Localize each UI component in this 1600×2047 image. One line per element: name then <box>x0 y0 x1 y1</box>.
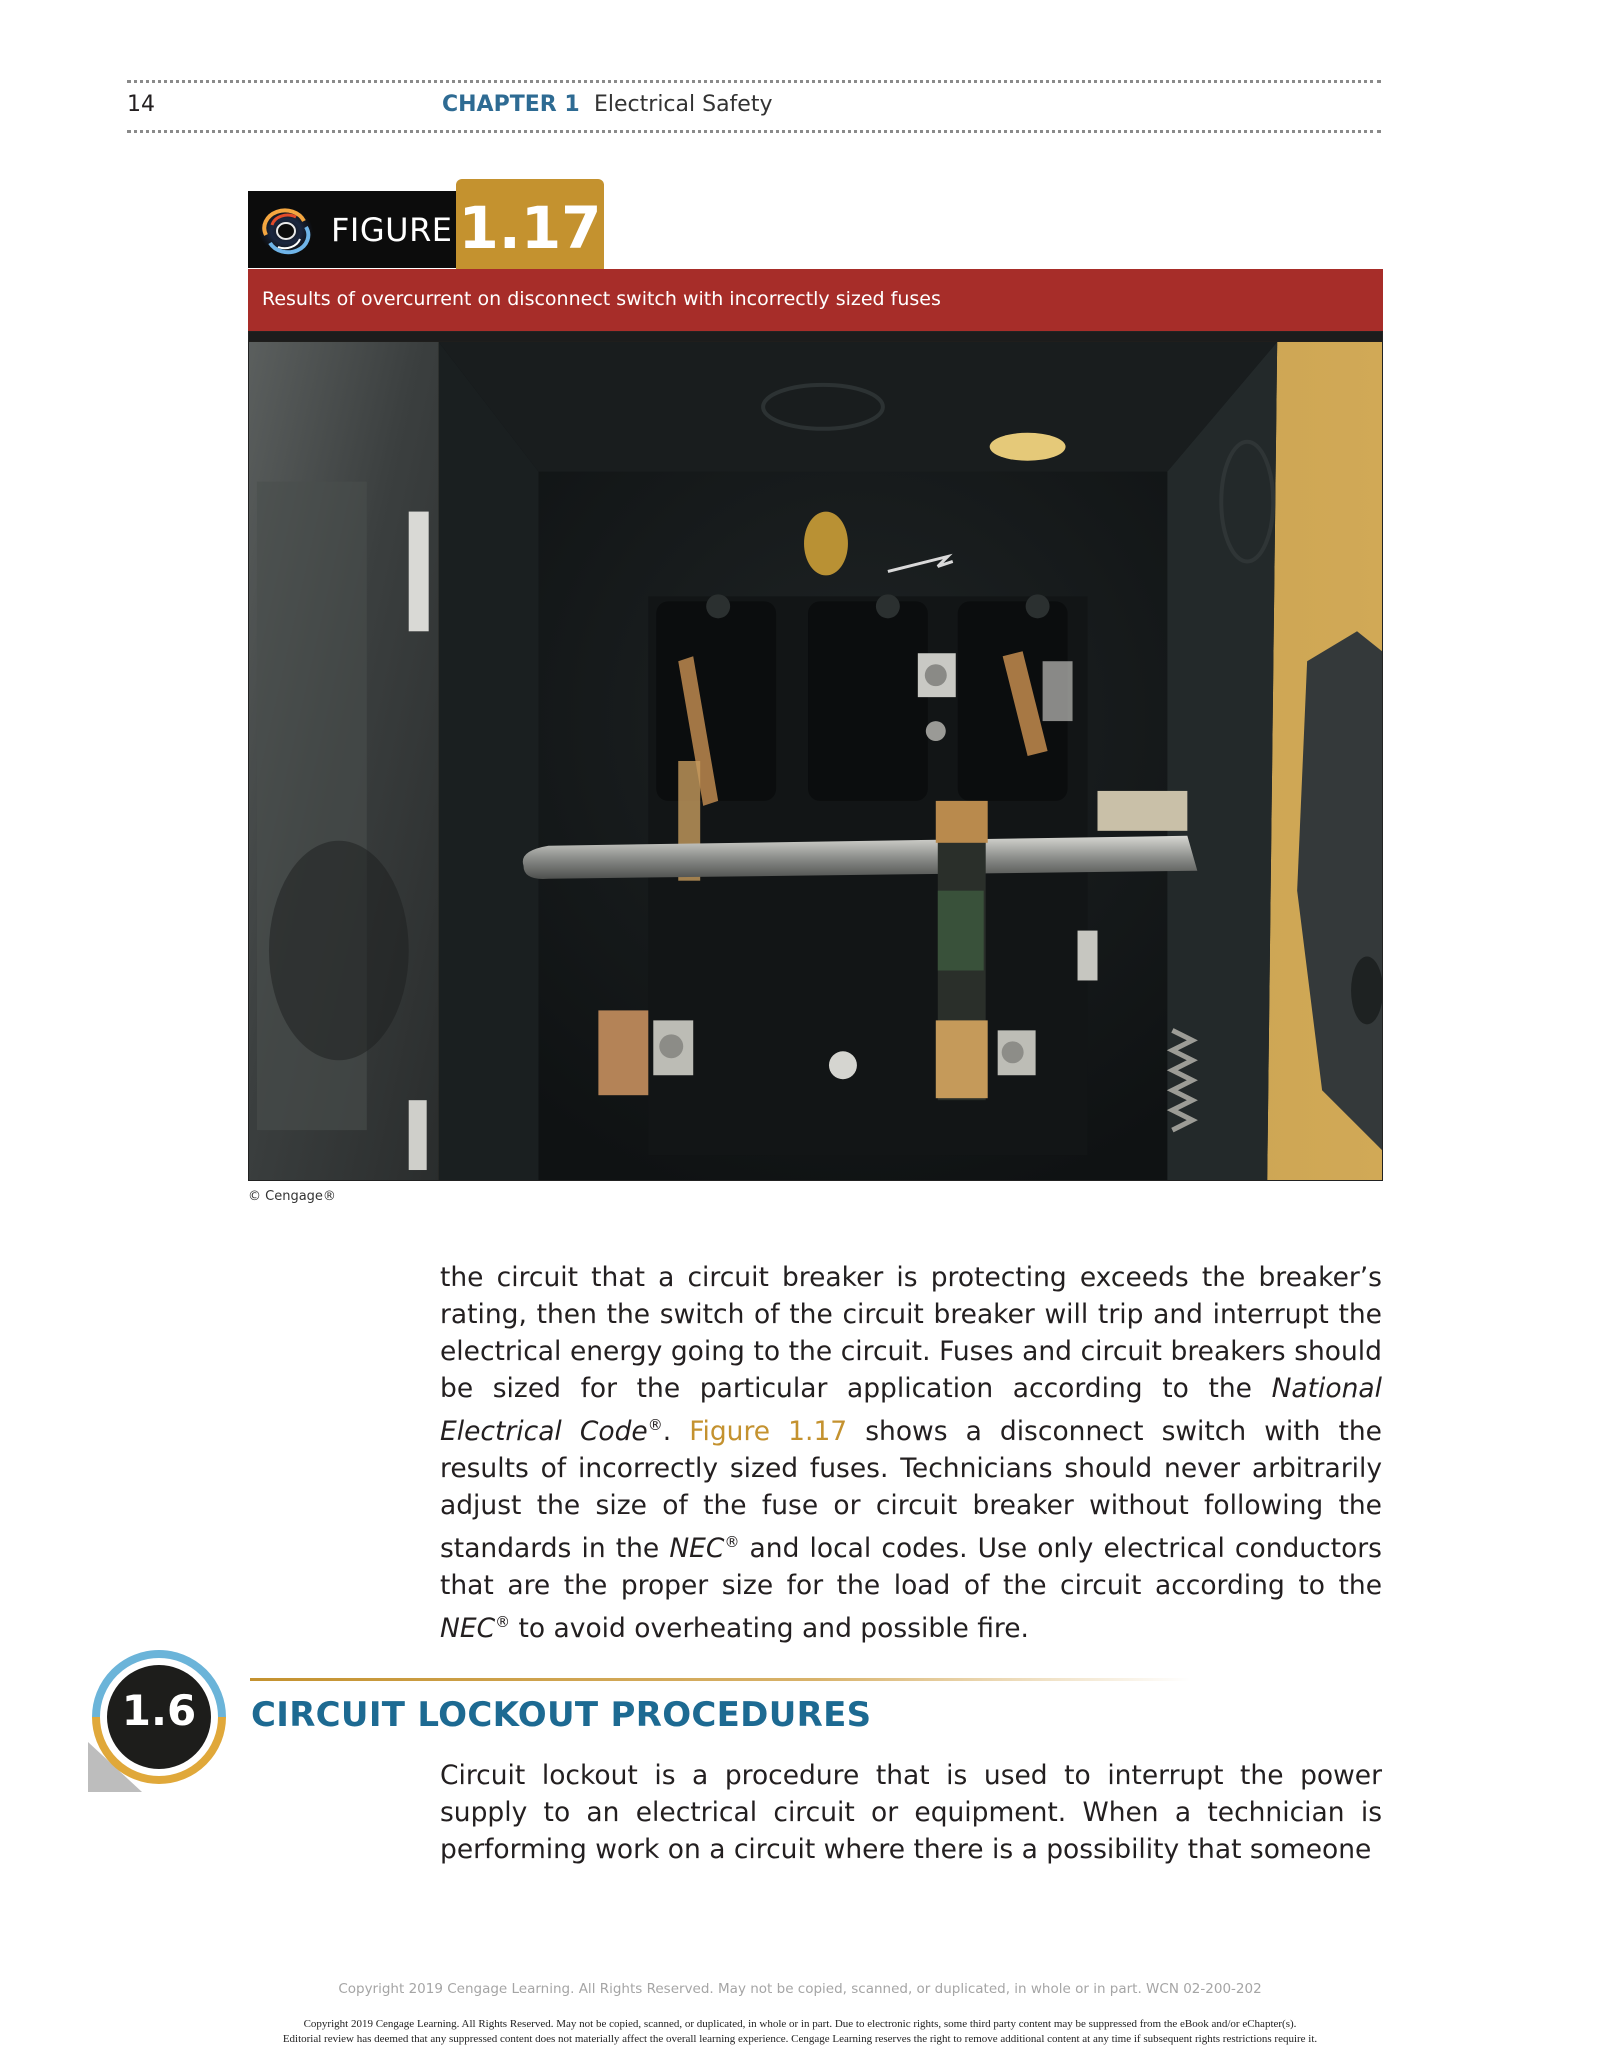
registered-mark: ® <box>724 1532 740 1551</box>
section-number: 1.6 <box>121 1686 197 1735</box>
figure-caption-bar <box>248 269 1383 331</box>
figure-number: 1.17 <box>458 194 602 262</box>
nec-abbreviation: NEC <box>669 1532 725 1564</box>
body-text-segment: and local codes. Use only electrical conductors that are the proper size for the load of the circuit according to the <box>440 1532 1382 1601</box>
header-dotted-rule-top <box>127 80 1381 83</box>
body-text-segment: . <box>662 1415 690 1447</box>
body-paragraph <box>440 1259 1382 1646</box>
body-text-segment: the circuit that a circuit breaker is protecting exceeds the breaker’s rating, then the switch of the circuit breaker will trip and interrupt the electrical energy going to the circuit. Fuses and circuit breakers should be sized for the particular application according to the <box>440 1262 1382 1404</box>
chapter-label: CHAPTER 1 <box>442 92 580 117</box>
footer-copyright: Copyright 2019 Cengage Learning. All Rights Reserved. May not be copied, scanned, or duplicated, in whole or in part. WCN 02-200-202 <box>338 1981 1262 1997</box>
nec-abbreviation: NEC <box>440 1612 496 1644</box>
legal-line: Copyright 2019 Cengage Learning. All Rights Reserved. May not be copied, scanned, or duplicated, in whole or in part. Due to electronic rights, some third party content may be suppressed from the eBook and/or eChapter(s). <box>303 2018 1297 2030</box>
running-header <box>127 92 1381 126</box>
header-dotted-rule-bottom <box>127 130 1381 133</box>
registered-mark: ® <box>647 1416 663 1434</box>
figure-reference-link[interactable]: Figure 1.17 <box>689 1415 848 1447</box>
disconnect-switch-photo <box>248 331 1383 1181</box>
figure-credit: © Cengage® <box>248 1189 336 1204</box>
legal-notice <box>0 2017 1600 2047</box>
body-text-segment: to avoid overheating and possible fire. <box>510 1612 1029 1644</box>
figure-number-badge <box>456 179 604 280</box>
nec-full-title: National Electrical Code <box>440 1373 1382 1447</box>
chapter-title: Electrical Safety <box>594 92 773 117</box>
registered-mark: ® <box>495 1612 511 1631</box>
body-text-segment: shows a disconnect switch with the results of incorrectly sized fuses. Technicians should never arbitrarily adjust the size of the fuse or circuit breaker without following the standards in the <box>440 1415 1382 1564</box>
page-number: 14 <box>127 92 155 117</box>
section-rule <box>250 1678 1190 1681</box>
figure-caption: Results of overcurrent on disconnect switch with incorrectly sized fuses <box>262 288 941 310</box>
legal-line: Editorial review has deemed that any suppressed content does not materially affect the overall learning experience. Cengage Learning reserves the right to remove additional content at any time if subsequent rights restrictions require it. <box>282 2033 1318 2045</box>
section-paragraph: Circuit lockout is a procedure that is used to interrupt the power supply to an electrical circuit or equipment. When a technician is performing work on a circuit where there is a possibility that someone <box>440 1760 1382 1865</box>
figure-tab <box>248 191 458 268</box>
figure-swirl-icon <box>256 207 316 255</box>
figure-label: FIGURE <box>331 211 453 249</box>
section-title: CIRCUIT LOCKOUT PROCEDURES <box>251 1695 872 1735</box>
